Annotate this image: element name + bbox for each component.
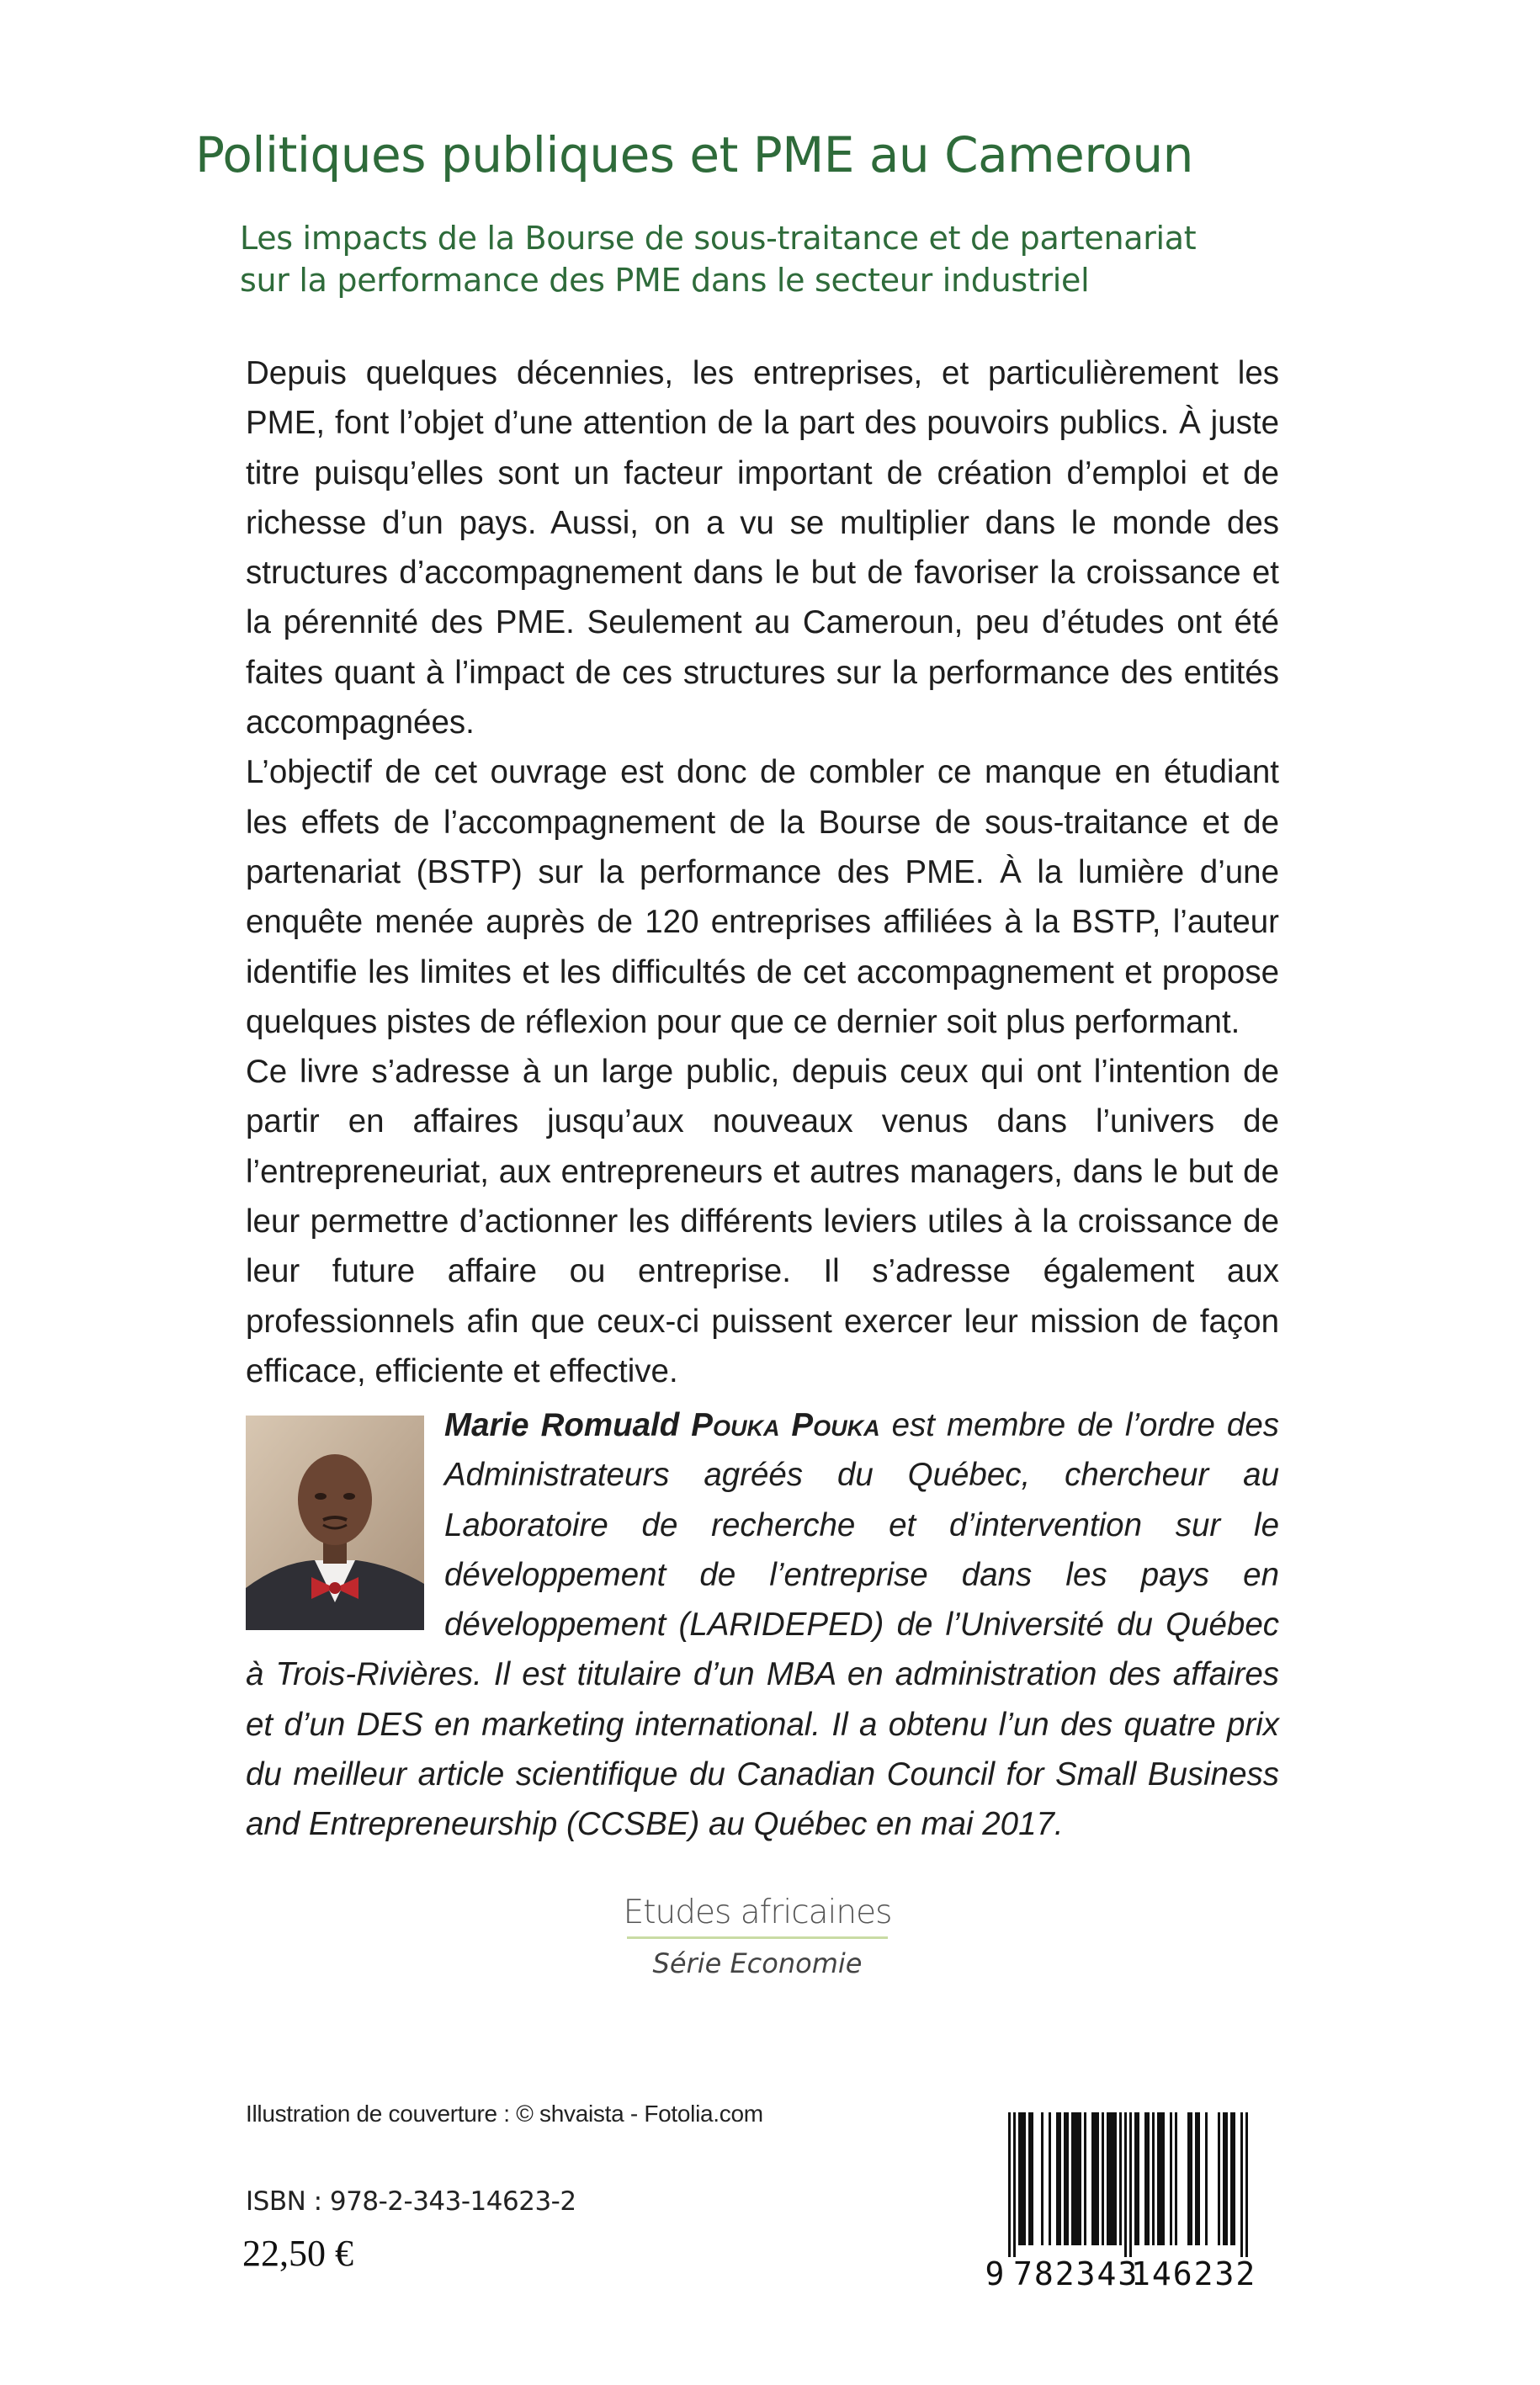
author-bio	[246, 1400, 1279, 1850]
barcode-bar	[1205, 2112, 1208, 2245]
barcode-bar	[1074, 2112, 1076, 2245]
blurb-paragraph: Depuis quelques décennies, les entreprises, et particulièrement les PME, font l’objet d’une attention de la part des pouvoirs publics. À juste titre puisqu’elles sont un facteur important de création d’emploi et de richesse d’un pays. Aussi, on a vu se multiplier dans le monde des structures d’accompagnement dans le but de favoriser la croissance et la pérennité des PME. Seulement au Cameroun, peu d’études ont été faites quant à l’impact de ces structures sur la performance des entités accompagnées.	[246, 355, 1279, 741]
barcode-bar	[1049, 2112, 1051, 2245]
barcode-digits	[985, 2255, 1269, 2292]
barcode-bar	[1109, 2112, 1112, 2245]
barcode-bar	[1076, 2112, 1079, 2245]
isbn: ISBN : 978-2-343-14623-2	[246, 2186, 576, 2217]
barcode-bar	[1008, 2112, 1011, 2257]
barcode-bar	[1084, 2112, 1086, 2245]
barcode-bar	[1064, 2112, 1066, 2245]
barcode-bar	[1233, 2112, 1235, 2245]
author-bio-text: est membre de l’ordre des Administrateurs agréés du Québec, chercheur au Laboratoire de recherche et d’intervention sur le développement de l’entreprise dans les pays en développement (LARIDEPED) de l’Université du Québec à Trois-Rivières. Il est titulaire d’un MBA en administration des affaires et d’un DES en marketing international. Il a obtenu l’un des quatre prix du meilleur article scientifique du Canadian Council for Small Business and Entrepreneurship (CCSBE) au Québec en mai 2017.	[246, 1407, 1279, 1843]
barcode-bar	[1144, 2112, 1147, 2245]
subtitle-line: sur la performance des PME dans le secteur industriel	[240, 262, 1090, 299]
barcode-bar	[1147, 2112, 1150, 2245]
barcode-bar	[1114, 2112, 1117, 2245]
barcode-bar	[1152, 2112, 1155, 2245]
barcode-bar	[1107, 2112, 1109, 2245]
barcode-bar	[1190, 2112, 1192, 2245]
book-subtitle	[240, 217, 1334, 301]
series-logo	[619, 1894, 896, 1979]
barcode-bar	[1021, 2112, 1023, 2245]
barcode-bar	[1119, 2112, 1122, 2245]
barcode-bar	[1013, 2112, 1016, 2257]
barcode	[985, 2112, 1269, 2292]
back-cover-blurb	[246, 348, 1279, 1396]
barcode-bar	[1041, 2112, 1043, 2245]
author-first-names: Marie Romuald	[444, 1407, 680, 1443]
barcode-bar	[1094, 2112, 1097, 2245]
barcode-bar	[1031, 2112, 1033, 2245]
barcode-bar	[1079, 2112, 1081, 2245]
barcode-bar	[1056, 2112, 1059, 2245]
barcode-bar	[1175, 2112, 1177, 2245]
barcode-bar	[1066, 2112, 1069, 2245]
barcode-bar	[1018, 2112, 1021, 2245]
barcode-bar	[1160, 2112, 1162, 2245]
series-subseries: Série Economie	[652, 1947, 863, 1979]
barcode-bar	[1102, 2112, 1104, 2245]
photo-spacer	[246, 1400, 444, 1644]
barcode-bar	[1230, 2112, 1233, 2245]
barcode-bar	[1129, 2112, 1132, 2257]
series-name: Etudes africaines	[623, 1894, 892, 1931]
illustration-credit: Illustration de couverture : © shvaista - Fotolia.com	[246, 2101, 763, 2127]
barcode-digit-group: 9	[985, 2255, 1006, 2292]
barcode-bar	[1112, 2112, 1114, 2245]
series-divider	[627, 1936, 888, 1939]
subtitle-line: Les impacts de la Bourse de sous-traitance et de partenariat	[240, 220, 1197, 257]
price: 22,50 €	[242, 2233, 353, 2274]
barcode-bar	[1097, 2112, 1099, 2245]
barcode-bar	[1245, 2112, 1248, 2257]
barcode-bar	[1023, 2112, 1026, 2245]
barcode-bar	[1240, 2112, 1243, 2257]
barcode-bar	[1225, 2112, 1228, 2245]
barcode-bar	[1059, 2112, 1061, 2245]
author-surname: Pouka Pouka	[691, 1407, 880, 1443]
barcode-digit-group: 782343	[1013, 2255, 1139, 2292]
barcode-bar	[1134, 2112, 1137, 2245]
barcode-digit-group: 146232	[1131, 2255, 1257, 2292]
book-title: Politiques publiques et PME au Cameroun	[195, 126, 1193, 183]
blurb-paragraph: L’objectif de cet ouvrage est donc de combler ce manque en étudiant les effets de l’accompagnement de la Bourse de sous-traitance et de partenariat (BSTP) sur la performance des PME. À la lumière d’une enquête menée auprès de 120 entreprises affiliées à la BSTP, l’auteur identifie les limites et les difficultés de cet accompagnement et propose quelques pistes de réflexion pour que ce dernier soit plus performant.	[246, 754, 1279, 1040]
barcode-bar	[1162, 2112, 1165, 2245]
barcode-bar	[1195, 2112, 1197, 2245]
barcode-bars	[985, 2112, 1269, 2257]
barcode-bar	[1223, 2112, 1225, 2245]
barcode-bar	[1124, 2112, 1127, 2257]
blurb-paragraph: Ce livre s’adresse à un large public, depuis ceux qui ont l’intention de partir en affaires jusqu’aux nouveaux venus dans l’univers de l’entrepreneuriat, aux entrepreneurs et autres managers, dans le but de leur permettre d’actionner les différents leviers utiles à la croissance de leur future affaire ou entreprise. Il s’adresse également aux professionnels afin que ceux-ci puissent exercer leur mission de façon efficace, efficiente et effective.	[246, 1054, 1279, 1389]
author-name	[444, 1407, 880, 1443]
barcode-bar	[1137, 2112, 1139, 2245]
barcode-bar	[1197, 2112, 1200, 2245]
barcode-bar	[1091, 2112, 1094, 2245]
barcode-bar	[1071, 2112, 1074, 2245]
barcode-bar	[1170, 2112, 1172, 2245]
barcode-bar	[1028, 2112, 1031, 2245]
barcode-bar	[1218, 2112, 1220, 2245]
barcode-bar	[1187, 2112, 1190, 2245]
barcode-bar	[1157, 2112, 1160, 2245]
